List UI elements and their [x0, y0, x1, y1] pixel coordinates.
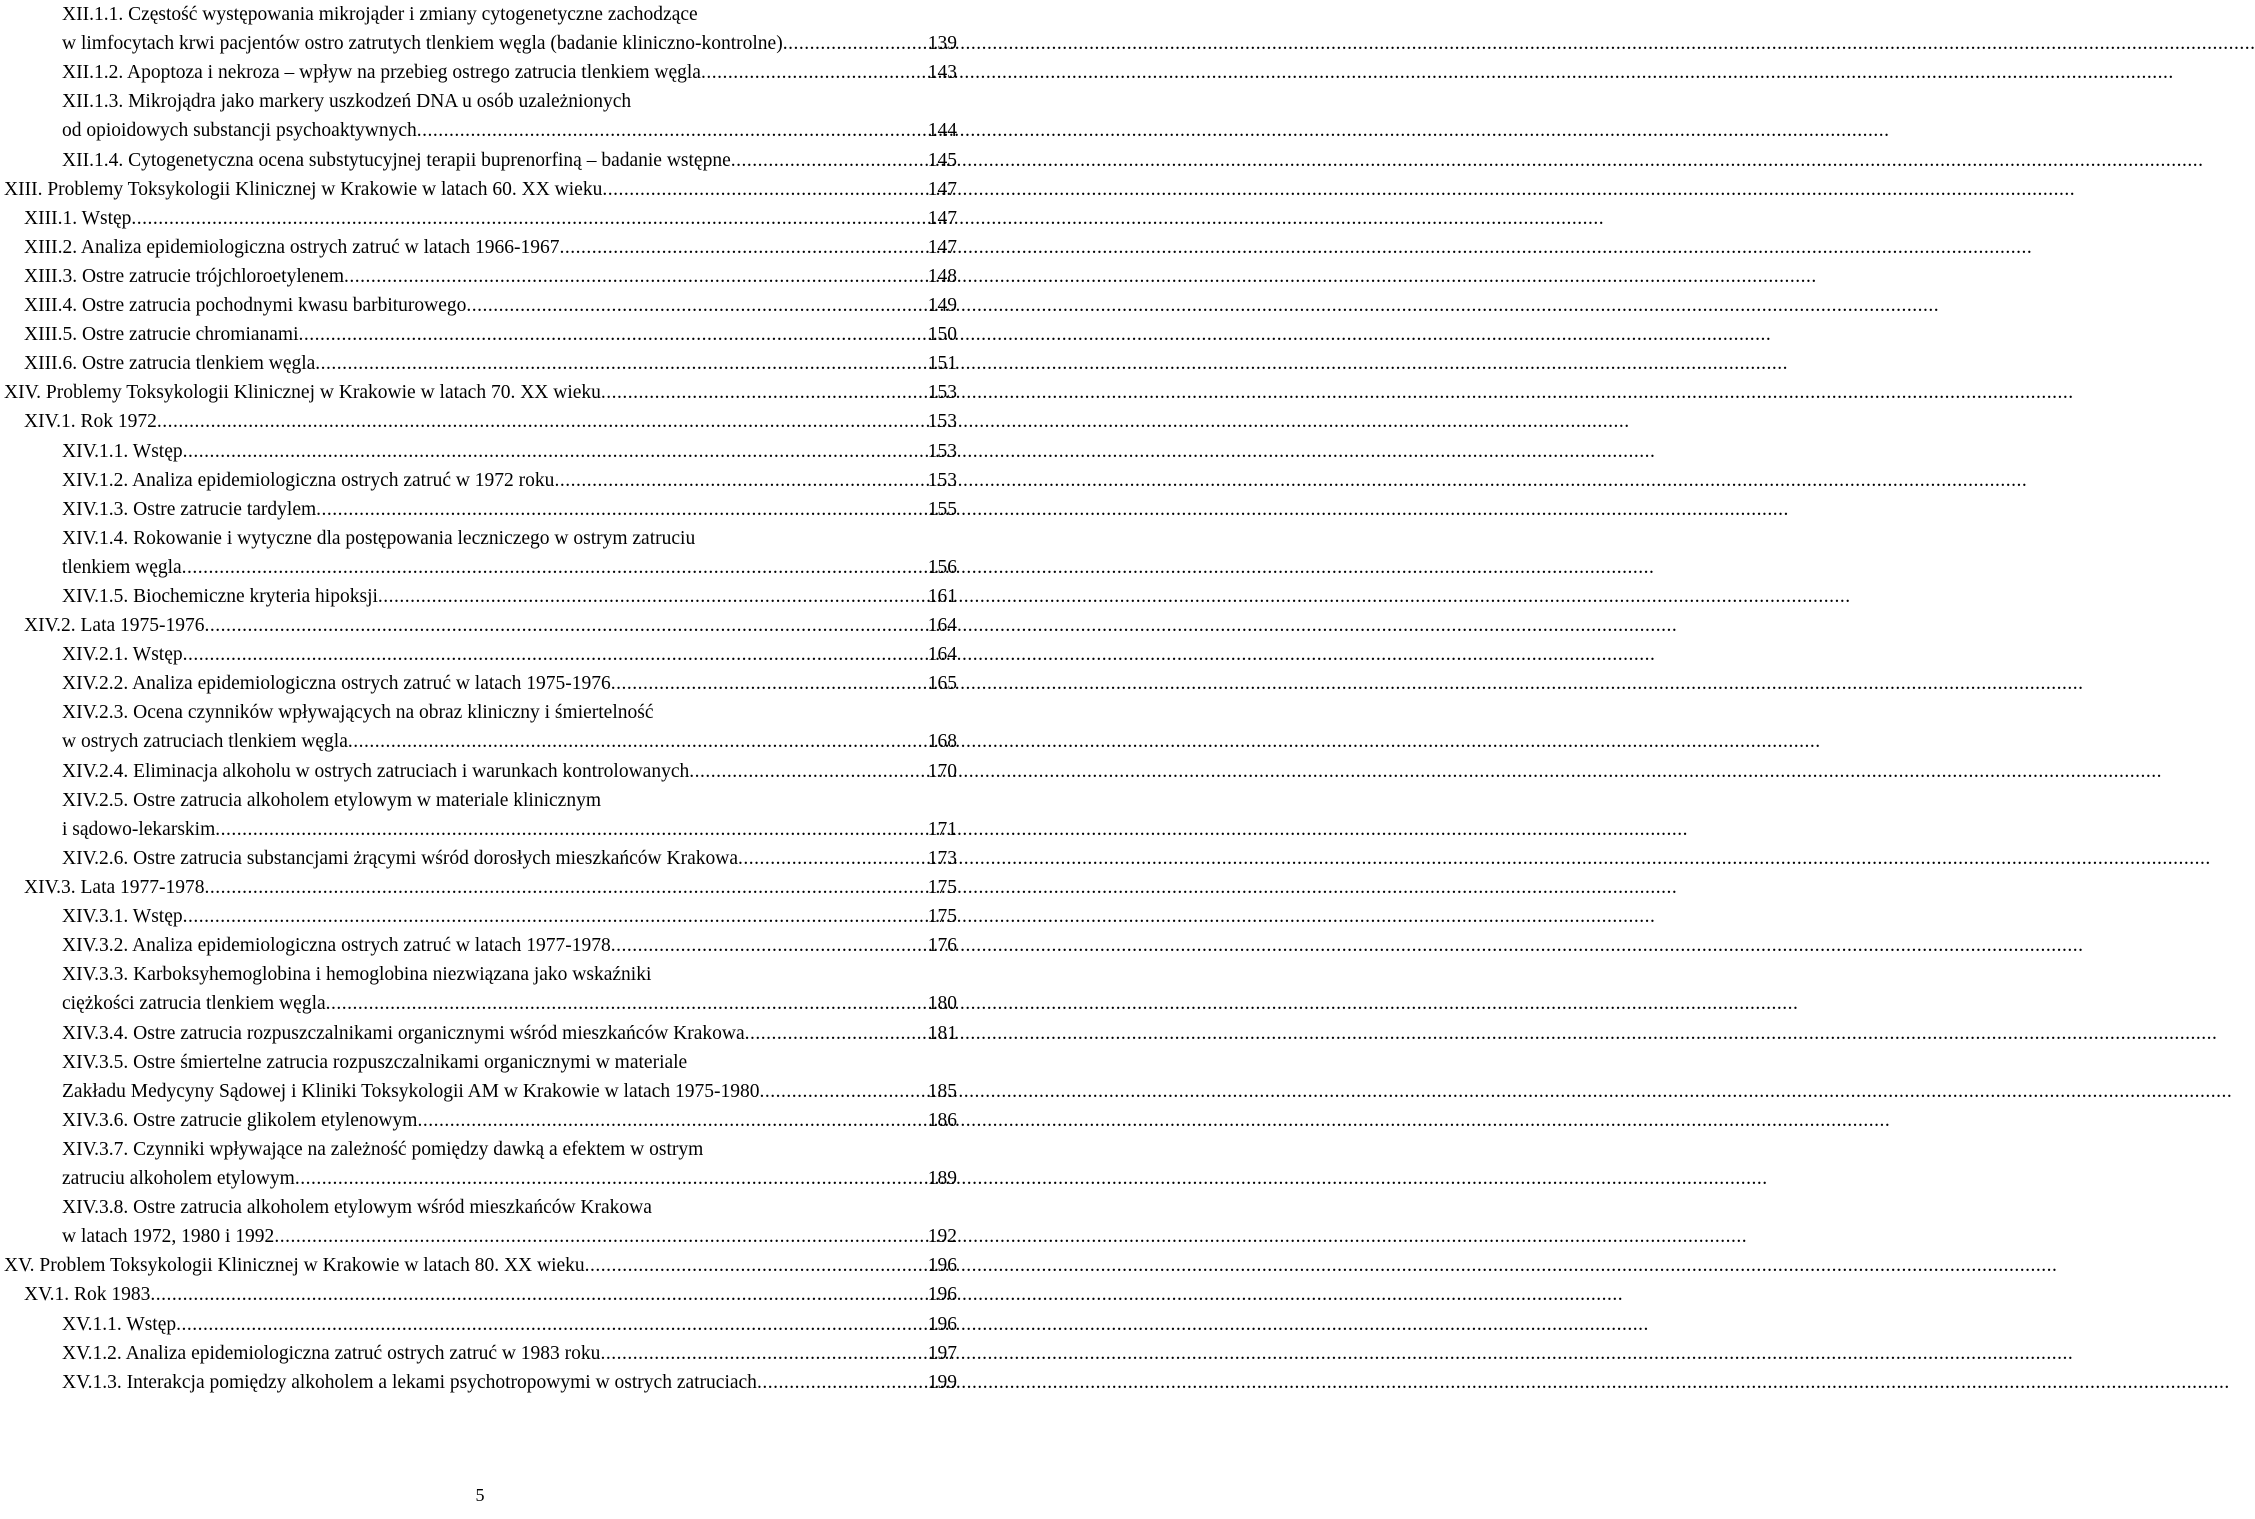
- toc-line: [62, 29, 957, 58]
- toc-entry-title: XV. Problem Toksykologii Klinicznej w Krakowie w latach 80. XX wieku: [4, 1255, 585, 1277]
- toc-page-number: 164: [927, 615, 957, 637]
- dot-leader: [205, 611, 928, 640]
- toc-entry-title: XIV.2.3. Ocena czynników wpływających na obraz kliniczny i śmiertelność: [62, 702, 654, 724]
- toc-page-number: 165: [927, 673, 957, 695]
- toc-entry[interactable]: [0, 698, 960, 756]
- toc-entry-title: XIV.2. Lata 1975-1976: [24, 615, 205, 637]
- toc-entry-title: XIV.3.4. Ostre zatrucia rozpuszczalnikami organicznymi wśród mieszkańców Krakowa: [62, 1022, 745, 1044]
- toc-entry[interactable]: [0, 1135, 960, 1193]
- toc-entry[interactable]: [0, 495, 960, 524]
- toc-line: [62, 553, 957, 582]
- toc-line: [62, 1164, 957, 1193]
- toc-entry-title: Zakładu Medycyny Sądowej i Kliniki Toksykologii AM w Krakowie w latach 1975-1980: [62, 1080, 760, 1102]
- toc-line: [62, 698, 957, 727]
- toc-entry[interactable]: [0, 204, 960, 233]
- dot-leader: [378, 582, 928, 611]
- toc-line: [4, 378, 957, 407]
- toc-page-number: 197: [927, 1342, 957, 1364]
- toc-entry-title: XII.1.1. Częstość występowania mikrojąder i zmiany cytogenetyczne zachodzące: [62, 4, 698, 25]
- toc-line: [62, 989, 957, 1018]
- toc-entry[interactable]: [0, 1193, 960, 1251]
- toc-entry[interactable]: [0, 757, 960, 786]
- toc-entry-title: XII.1.4. Cytogenetyczna ocena substytucyjnej terapii buprenorfiną – badanie wstępne: [62, 149, 731, 171]
- dot-leader: [183, 902, 928, 931]
- page-number: 5: [475, 1485, 485, 1505]
- toc-line: [62, 0, 957, 29]
- toc-line: [62, 1222, 957, 1251]
- dot-leader: [585, 1251, 928, 1280]
- toc-page-number: 161: [927, 586, 957, 607]
- toc-page-number: 148: [927, 265, 957, 287]
- toc-entry[interactable]: [0, 466, 960, 495]
- toc-entry[interactable]: [0, 1368, 960, 1397]
- toc-entry-title: XIV.1.5. Biochemiczne kryteria hipoksji: [62, 586, 378, 607]
- toc-line: [62, 466, 957, 495]
- toc-entry-title: XIII.2. Analiza epidemiologiczna ostrych zatruć w latach 1966-1967: [24, 236, 560, 258]
- dot-leader: [783, 29, 928, 58]
- toc-entry[interactable]: [0, 262, 960, 291]
- toc-entry-title: XIV.1. Rok 1972: [24, 411, 157, 433]
- toc-entry[interactable]: [0, 960, 960, 1018]
- dot-leader: [417, 1106, 927, 1135]
- toc-entry-title: XIV.2.4. Eliminacja alkoholu w ostrych zatruciach i warunkach kontrolowanych: [62, 760, 690, 782]
- toc-line: [62, 844, 957, 873]
- toc-line: [24, 611, 957, 640]
- dot-leader: [183, 640, 928, 669]
- toc-entry-title: XIII.6. Ostre zatrucia tlenkiem węgla: [24, 353, 316, 375]
- toc-entry[interactable]: [0, 1019, 960, 1048]
- dot-leader: [466, 291, 927, 320]
- toc-entry-title: w ostrych zatruciach tlenkiem węgla: [62, 731, 348, 753]
- toc-entry-title: zatruciu alkoholem etylowym: [62, 1167, 295, 1189]
- dot-leader: [150, 1280, 927, 1309]
- dot-leader: [205, 873, 928, 902]
- toc-entry-title: XII.1.2. Apoptoza i nekroza – wpływ na przebieg ostrego zatrucia tlenkiem węgla: [62, 62, 701, 84]
- dot-leader: [602, 175, 927, 204]
- toc-page-number: 186: [927, 1109, 957, 1131]
- toc-page-number: 173: [927, 847, 957, 869]
- toc-line: [62, 58, 957, 87]
- toc-entry-title: XV.1. Rok 1983: [24, 1284, 151, 1306]
- toc-entry[interactable]: [0, 87, 960, 145]
- toc-page-number: 150: [927, 324, 957, 346]
- toc-page-number: 176: [927, 935, 957, 957]
- dot-leader: [745, 1019, 928, 1048]
- toc-line: [24, 349, 957, 378]
- toc-entry[interactable]: [0, 611, 960, 640]
- toc-line: [62, 1019, 957, 1048]
- toc-entry[interactable]: [0, 407, 960, 436]
- toc-entry-title: tlenkiem węgla: [62, 556, 182, 578]
- toc-line: [24, 291, 957, 320]
- toc-line: [24, 320, 957, 349]
- toc-page-number: 196: [927, 1313, 957, 1335]
- toc-page-number: 149: [927, 295, 957, 316]
- toc-entry[interactable]: [0, 320, 960, 349]
- dot-leader: [554, 466, 927, 495]
- toc-entry[interactable]: [0, 1339, 960, 1368]
- toc-entry-title: XIII.5. Ostre zatrucie chromianami: [24, 324, 299, 346]
- toc-page-number: 168: [927, 731, 957, 753]
- dot-leader: [299, 320, 928, 349]
- toc-page-number: 151: [927, 353, 957, 375]
- toc-line: [62, 582, 957, 611]
- toc-line: [62, 146, 957, 175]
- toc-entry-title: XII.1.3. Mikrojądra jako markery uszkodzeń DNA u osób uzależnionych: [62, 91, 632, 113]
- toc-line: [4, 1251, 957, 1280]
- dot-leader: [611, 669, 928, 698]
- dot-leader: [601, 378, 928, 407]
- dot-leader: [701, 58, 928, 87]
- toc-line: [62, 640, 957, 669]
- toc-entry-title: XIV.3.8. Ostre zatrucia alkoholem etylowym wśród mieszkańców Krakowa: [62, 1197, 652, 1219]
- toc-entry[interactable]: [0, 1106, 960, 1135]
- dot-leader: [560, 233, 928, 262]
- toc-entry-title: XIV.1.4. Rokowanie i wytyczne dla postępowania leczniczego w ostrym zatruciu: [62, 527, 696, 549]
- dot-leader: [131, 204, 927, 233]
- dot-leader: [417, 116, 928, 145]
- toc-page-number: 144: [927, 120, 957, 142]
- dot-leader: [731, 146, 928, 175]
- dot-leader: [315, 349, 927, 378]
- toc-entry[interactable]: [0, 175, 960, 204]
- toc-line: [62, 1310, 957, 1339]
- toc-entry-title: XV.1.2. Analiza epidemiologiczna zatruć ostrych zatruć w 1983 roku: [62, 1342, 601, 1364]
- toc-line: [62, 1339, 957, 1368]
- dot-leader: [611, 931, 928, 960]
- dot-leader: [757, 1368, 928, 1397]
- toc-entry-title: XV.1.3. Interakcja pomiędzy alkoholem a lekami psychotropowymi w ostrych zatruciach: [62, 1371, 757, 1393]
- toc-entry-title: XIV.3.7. Czynniki wpływające na zależność pomiędzy dawką a efektem w ostrym: [62, 1138, 704, 1160]
- toc-entry[interactable]: [0, 669, 960, 698]
- toc-entry[interactable]: [0, 233, 960, 262]
- toc-entry-title: XIV.2.2. Analiza epidemiologiczna ostrych zatruć w latach 1975-1976: [62, 673, 611, 695]
- toc-line: [62, 786, 957, 815]
- toc-page-number: 147: [927, 236, 957, 258]
- toc-page-number: 143: [927, 62, 957, 84]
- toc-entry[interactable]: [0, 437, 960, 466]
- toc-entry-title: od opioidowych substancji psychoaktywnych: [62, 120, 417, 142]
- dot-leader: [183, 437, 928, 466]
- dot-leader: [738, 844, 928, 873]
- toc-entry-title: XIV.3.2. Analiza epidemiologiczna ostrych zatruć w latach 1977-1978: [62, 935, 611, 957]
- toc-entry[interactable]: [0, 786, 960, 844]
- toc-page-number: 164: [927, 644, 957, 666]
- toc-entry-title: XIV.1.2. Analiza epidemiologiczna ostrych zatruć w 1972 roku: [62, 469, 555, 491]
- toc-page-number: 175: [927, 877, 957, 898]
- toc-entry[interactable]: [0, 873, 960, 902]
- toc-line: [24, 262, 957, 291]
- toc-page-number: 189: [927, 1167, 957, 1189]
- dot-leader: [344, 262, 928, 291]
- toc-line: [24, 407, 957, 436]
- toc-entry[interactable]: [0, 582, 960, 611]
- toc-line: [62, 87, 957, 116]
- toc-line: [62, 116, 957, 145]
- dot-leader: [274, 1222, 927, 1251]
- toc-page-number: 170: [927, 760, 957, 782]
- dot-leader: [215, 815, 927, 844]
- dot-leader: [348, 727, 928, 756]
- toc-line: [62, 1135, 957, 1164]
- dot-leader: [176, 1310, 928, 1339]
- toc-page-number: 196: [927, 1284, 957, 1306]
- toc-line: [62, 902, 957, 931]
- toc-line: [4, 175, 957, 204]
- toc-page-number: 196: [927, 1255, 957, 1277]
- toc-entry-title: ciężkości zatrucia tlenkiem węgla: [62, 993, 326, 1015]
- dot-leader: [326, 989, 928, 1018]
- toc-entry[interactable]: [0, 58, 960, 87]
- toc-page-number: 147: [927, 178, 957, 200]
- toc-entry-title: XIV.2.5. Ostre zatrucia alkoholem etylowym w materiale klinicznym: [62, 789, 601, 811]
- toc-page-number: 153: [927, 440, 957, 462]
- toc-entry-title: XIV.3. Lata 1977-1978: [24, 877, 205, 898]
- toc-entry-title: XIV.1.3. Ostre zatrucie tardylem: [62, 498, 317, 520]
- toc-page-number: 153: [927, 382, 957, 404]
- toc-entry-title: w limfocytach krwi pacjentów ostro zatrutych tlenkiem węgla (badanie kliniczno-kontrolne): [62, 33, 783, 55]
- toc-entry[interactable]: [0, 524, 960, 582]
- toc-line: [62, 437, 957, 466]
- dot-leader: [600, 1339, 927, 1368]
- toc-entry-title: XV.1.1. Wstęp: [62, 1313, 177, 1335]
- toc-line: [62, 1106, 957, 1135]
- toc-line: [62, 815, 957, 844]
- toc-line: [24, 204, 957, 233]
- toc-line: [62, 931, 957, 960]
- dot-leader: [182, 553, 928, 582]
- toc-entry-title: XIV.2.1. Wstęp: [62, 644, 183, 666]
- toc-page-number: 175: [927, 906, 957, 928]
- toc-line: [62, 669, 957, 698]
- toc-entry[interactable]: [0, 378, 960, 407]
- toc-entry[interactable]: [0, 0, 960, 58]
- toc-line: [24, 233, 957, 262]
- toc-line: [62, 1077, 957, 1106]
- toc-entry-title: i sądowo-lekarskim: [62, 818, 216, 840]
- dot-leader: [295, 1164, 928, 1193]
- toc-line: [62, 727, 957, 756]
- toc-page-number: 155: [927, 498, 957, 520]
- toc-entry-title: XIV.2.6. Ostre zatrucia substancjami żrącymi wśród dorosłych mieszkańców Krakowa: [62, 847, 738, 869]
- toc-entry-title: w latach 1972, 1980 i 1992: [62, 1226, 275, 1248]
- toc-entry-title: XIII.3. Ostre zatrucie trójchloroetylenem: [24, 265, 344, 287]
- toc-page-number: 185: [927, 1080, 957, 1102]
- toc-entry[interactable]: [0, 931, 960, 960]
- toc-entry[interactable]: [0, 1310, 960, 1339]
- toc-line: [62, 1193, 957, 1222]
- toc-page-number: 199: [927, 1371, 957, 1393]
- toc-page-number: 171: [927, 818, 957, 840]
- toc-entry[interactable]: [0, 902, 960, 931]
- dot-leader: [316, 495, 928, 524]
- toc-entry-title: XIV.3.3. Karboksyhemoglobina i hemoglobina niezwiązana jako wskaźniki: [62, 964, 652, 986]
- toc-line: [24, 1280, 957, 1309]
- toc-page-number: 156: [927, 556, 957, 578]
- toc-entry[interactable]: [0, 1280, 960, 1309]
- toc-entry-title: XIV.3.6. Ostre zatrucie glikolem etylenowym: [62, 1109, 418, 1131]
- toc-entry-title: XIV. Problemy Toksykologii Klinicznej w Krakowie w latach 70. XX wieku: [4, 382, 601, 404]
- toc-page-number: 192: [927, 1226, 957, 1248]
- dot-leader: [689, 757, 928, 786]
- toc-entry[interactable]: [0, 640, 960, 669]
- toc-page-number: 181: [927, 1022, 957, 1044]
- toc-page-number: 153: [927, 469, 957, 491]
- toc-line: [62, 757, 957, 786]
- toc-line: [62, 1368, 957, 1397]
- toc-line: [62, 960, 957, 989]
- toc-entry-title: XIII.1. Wstęp: [24, 207, 132, 229]
- toc-line: [24, 873, 957, 902]
- toc-entry[interactable]: [0, 146, 960, 175]
- toc-entry[interactable]: [0, 1048, 960, 1106]
- toc-entry-title: XIV.3.1. Wstęp: [62, 906, 183, 928]
- toc-line: [62, 1048, 957, 1077]
- toc-entry-title: XIV.1.1. Wstęp: [62, 440, 183, 462]
- dot-leader: [157, 407, 928, 436]
- toc-page-number: 139: [927, 33, 957, 55]
- toc-entry-title: XIV.3.5. Ostre śmiertelne zatrucia rozpuszczalnikami organicznymi w materiale: [62, 1051, 688, 1073]
- toc-page-number: 180: [927, 993, 957, 1015]
- toc-page-number: 153: [927, 411, 957, 433]
- toc-entry[interactable]: [0, 349, 960, 378]
- toc-page-number: 147: [927, 207, 957, 229]
- toc-entry-title: XIII.4. Ostre zatrucia pochodnymi kwasu barbiturowego: [24, 295, 467, 316]
- toc-line: [62, 495, 957, 524]
- toc-entry[interactable]: [0, 1251, 960, 1280]
- toc-entry[interactable]: [0, 844, 960, 873]
- toc-entry-title: XIII. Problemy Toksykologii Klinicznej w Krakowie w latach 60. XX wieku: [4, 178, 603, 200]
- toc-page-number: 145: [927, 149, 957, 171]
- toc-entry[interactable]: [0, 291, 960, 320]
- toc-line: [62, 524, 957, 553]
- dot-leader: [759, 1077, 927, 1106]
